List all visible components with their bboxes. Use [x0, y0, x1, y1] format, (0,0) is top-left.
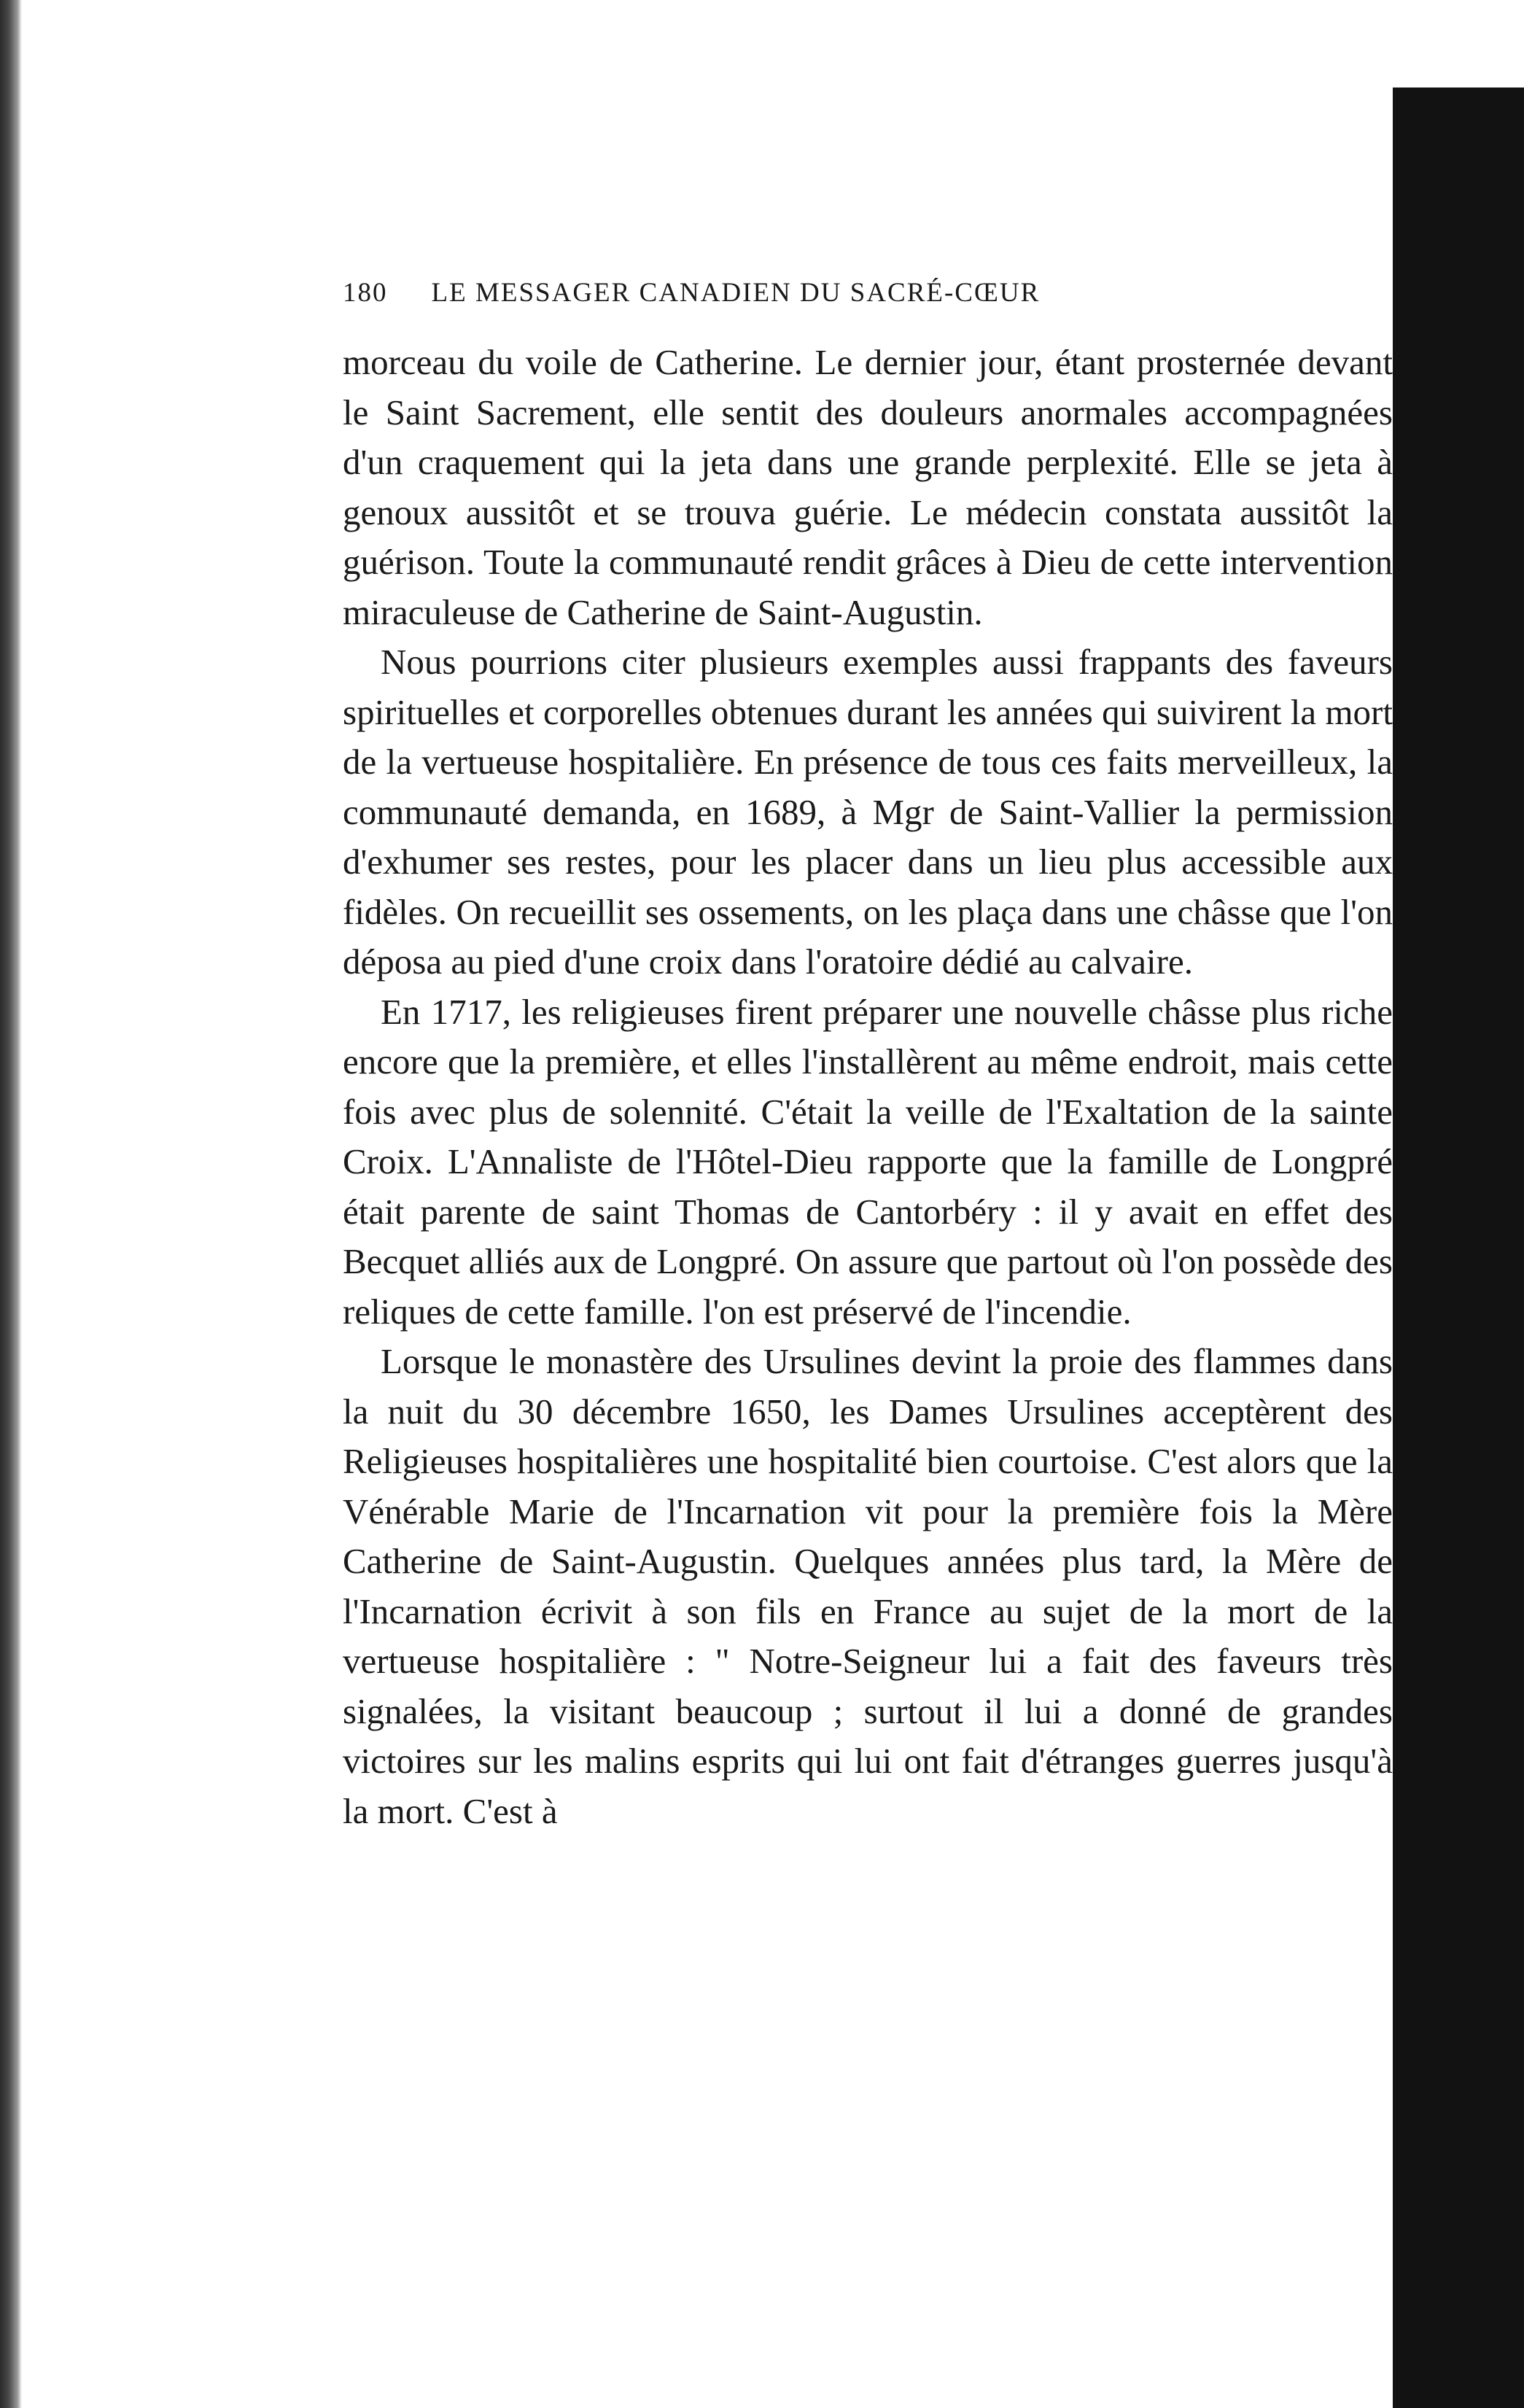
paragraph: Nous pourrions citer plusieurs exemples aussi frappants des faveurs spirituelles et corporelles obtenues durant les années qui suivirent la mort de la vertueuse hospitalière. En présence de tous ces faits merveilleux, la communauté demanda, en 1689, à Mgr de Saint-Vallier la permission d'exhumer ses restes, pour les placer dans un lieu plus accessible aux fidèles. On recueillit ses ossements, on les plaça dans une châsse que l'on déposa au pied d'une croix dans l'oratoire dédié au calvaire. [343, 642, 1393, 982]
running-head [343, 277, 1393, 308]
paragraph: Lorsque le monastère des Ursulines devint la proie des flammes dans la nuit du 30 décembre 1650, les Dames Ursulines acceptèrent des Religieuses hospitalières une hospitalité bien courtoise. C'est alors que la Vénérable Marie de l'Incarnation vit pour la première fois la Mère Catherine de Saint-Augustin. Quelques années plus tard, la Mère de l'Incarnation écrivit à son fils en France au sujet de la mort de la vertueuse hospitalière : " Notre-Seigneur lui a fait des faveurs très signalées, la visitant beaucoup ; surtout il lui a donné de grandes victoires sur les malins esprits qui lui ont fait d'étranges guerres jusqu'à la mort. C'est à [343, 1341, 1393, 1831]
paragraph-continued: morceau du voile de Catherine. Le dernier jour, étant prosternée devant le Saint Sacrement, elle sentit des douleurs anormales accompagnées d'un craquement qui la jeta dans une grande perplexité. Elle se jeta à genoux aussitôt et se trouva guérie. Le médecin constata aussitôt la guérison. Toute la communauté rendit grâces à Dieu de cette intervention miraculeuse de Catherine de Saint-Augustin. [343, 342, 1393, 632]
scan-binding-edge [0, 0, 22, 2408]
paragraph: En 1717, les religieuses firent préparer une nouvelle châsse plus riche encore que la première, et elles l'installèrent au même endroit, mais cette fois avec plus de solennité. C'était la veille de l'Exaltation de la sainte Croix. L'Annaliste de l'Hôtel-Dieu rapporte que la famille de Longpré était parente de saint Thomas de Cantorbéry : il y avait en effet des Becquet alliés aux de Longpré. On assure que partout où l'on possède des reliques de cette famille. l'on est préservé de l'incendie. [343, 991, 1393, 1332]
scan-right-edge [1393, 88, 1524, 2408]
page-number: 180 [343, 278, 388, 308]
running-title: LE MESSAGER CANADIEN DU SACRÉ-CŒUR [431, 278, 1041, 308]
book-page [343, 277, 1393, 1836]
body-text [343, 338, 1393, 1836]
